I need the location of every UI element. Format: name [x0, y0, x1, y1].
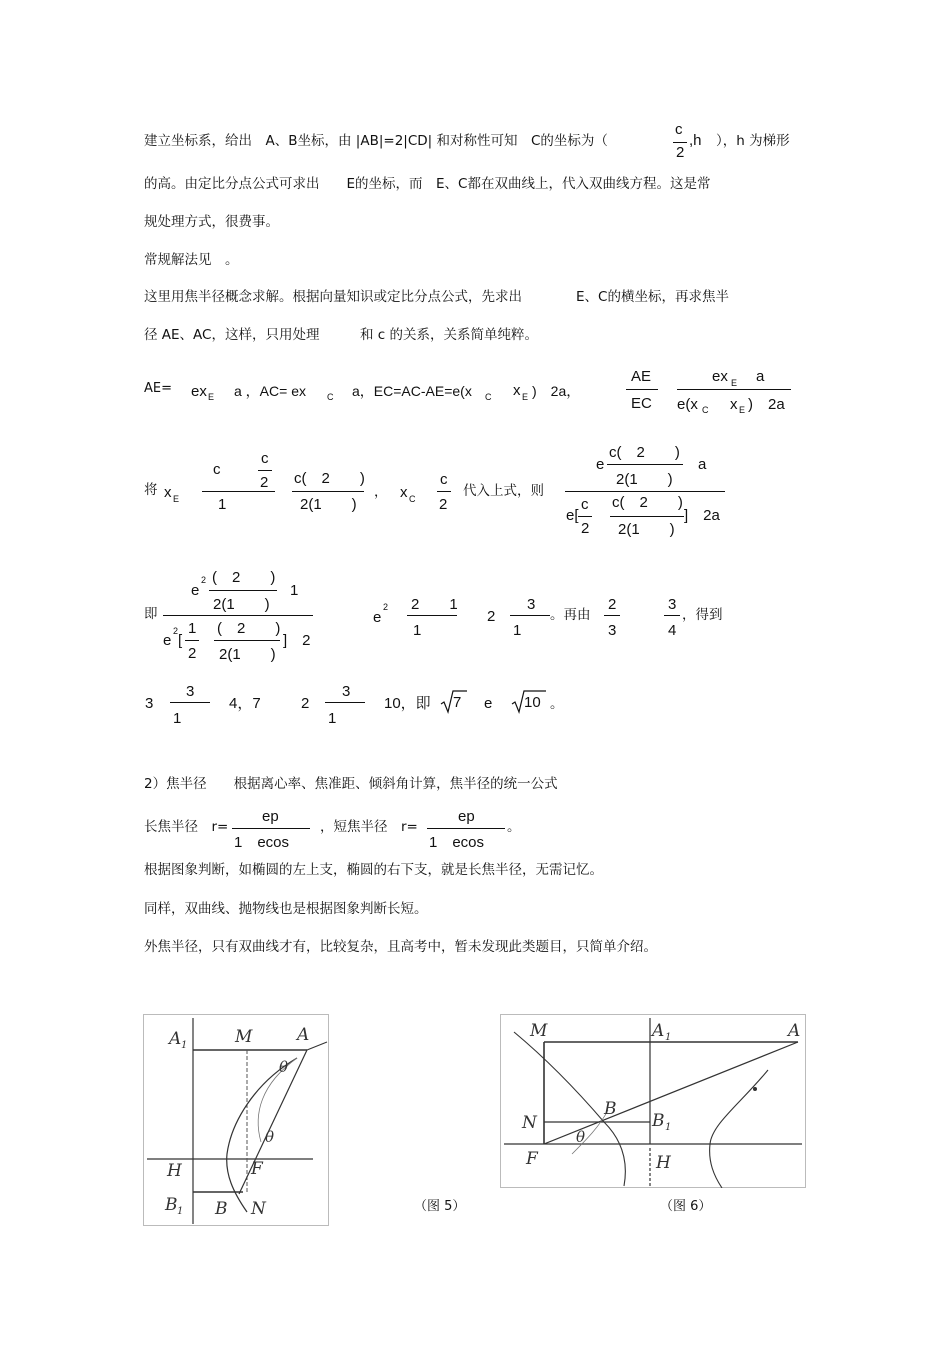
label-b1-sub: 1: [177, 1206, 184, 1217]
math-subscript: C: [485, 392, 492, 402]
math-text: 7: [453, 694, 462, 711]
label-n: N: [522, 1113, 537, 1133]
math-text: ex: [191, 383, 207, 400]
fraction-bar: [610, 516, 684, 517]
math-text: ) 2a，: [532, 383, 581, 399]
fraction-bar: [607, 464, 683, 465]
math-text: a，EC=AC-AE=e(x: [352, 383, 472, 399]
fraction-bar: [626, 389, 658, 390]
math-text: 3: [668, 596, 677, 613]
math-text: e: [191, 582, 200, 599]
math-text: 2(1 ): [618, 521, 675, 538]
math-text: 1: [513, 622, 522, 639]
math-text: x: [164, 484, 172, 501]
label-h: H: [656, 1153, 671, 1173]
text-line: 规处理方式，很费事。: [144, 214, 279, 230]
math-text: 10，即: [384, 695, 431, 712]
math-text: ] 2a: [684, 507, 720, 524]
math-text: 3: [608, 622, 617, 639]
fraction-bar: [664, 615, 680, 616]
math-text: c: [581, 496, 589, 513]
fraction-bar: [163, 615, 313, 616]
fraction-bar: [578, 516, 592, 517]
figure-6-caption: （图 6）: [660, 1199, 712, 1214]
math-text: 1: [173, 710, 182, 727]
fraction-bar: [407, 615, 457, 616]
math-text: e: [373, 609, 382, 626]
fraction-bar: [510, 615, 550, 616]
text-line: 长焦半径 r=: [144, 819, 229, 835]
math-text: ( 2 ): [217, 620, 281, 637]
figure-5-caption: （图 5）: [414, 1199, 466, 1214]
text-line: 根据图象判断，如椭圆的左上支，椭圆的右下支，就是长焦半径，无需记忆。: [144, 862, 603, 878]
fraction-bar: [258, 470, 272, 471]
fraction-bar: [202, 491, 275, 492]
fraction-bar: [437, 491, 451, 492]
fraction-bar: [232, 828, 310, 829]
math-text: x: [513, 382, 521, 399]
fraction-bar: [209, 590, 277, 591]
math-text: 2: [608, 596, 617, 613]
math-c-numerator: c: [675, 121, 683, 138]
math-text: ] 2: [283, 632, 311, 649]
math-subscript: C: [409, 494, 416, 504]
label-a1-sub: 1: [665, 1032, 672, 1043]
math-text: 1 ecos: [234, 834, 290, 851]
math-subscript: C: [702, 405, 709, 415]
text-line: 。: [507, 819, 521, 835]
label-a: A: [297, 1025, 310, 1045]
math-c-denominator: 2: [676, 144, 685, 161]
math-text: x: [400, 484, 408, 501]
math-text: 3: [186, 683, 195, 700]
fraction-bar: [170, 702, 210, 703]
math-text: e(x: [677, 396, 698, 413]
label-m: M: [530, 1021, 548, 1041]
text-line: 径 AE、AC，这样，只用处理 和 c 的关系，关系简单纯粹。: [144, 327, 538, 343]
fraction-bar: [565, 491, 725, 492]
math-text: 1: [328, 710, 337, 727]
math-subscript: E: [522, 392, 529, 402]
fraction-bar: [677, 389, 791, 390]
text-line: 常规解法见 。: [144, 252, 239, 268]
math-subscript: E: [173, 494, 180, 504]
math-text: EC: [631, 395, 652, 412]
text-line: ，: [374, 484, 388, 500]
fraction-bar: [185, 640, 199, 641]
section-heading: 2）焦半径 根据离心率、焦准距、倾斜角计算，焦半径的统一公式: [144, 776, 558, 792]
text-line: 的高。由定比分点公式可求出 E的坐标，而 E、C都在双曲线上，代入双曲线方程。这是常: [144, 176, 711, 192]
math-text: 2: [188, 645, 197, 662]
math-text: c( 2 ): [609, 444, 680, 461]
label-f: F: [251, 1159, 263, 1179]
math-text: 1 ecos: [429, 834, 485, 851]
math-text: ep: [458, 808, 475, 825]
math-text: e[: [566, 507, 579, 524]
math-text: 3: [527, 596, 536, 613]
label-b: B: [215, 1199, 228, 1219]
math-text: e: [484, 695, 493, 712]
math-text: [: [178, 632, 183, 649]
text-line: ），h 为梯形: [716, 133, 790, 149]
math-text: 4: [668, 622, 677, 639]
fraction-bar: [427, 828, 505, 829]
math-text: 3: [342, 683, 351, 700]
text-line: 同样，双曲线、抛物线也是根据图象判断长短。: [144, 901, 428, 917]
math-text: 2(1 ): [213, 596, 270, 613]
math-text: 2(1 ): [219, 646, 276, 663]
math-text: ep: [262, 808, 279, 825]
math-superscript: 2: [173, 626, 179, 636]
math-text: AE=: [144, 381, 172, 396]
math-text: c: [440, 471, 448, 488]
label-m: M: [235, 1027, 253, 1047]
math-text: 3: [145, 695, 154, 712]
label-theta: θ: [265, 1128, 275, 1146]
math-text: ( 2 ): [212, 569, 276, 586]
math-superscript: 2: [201, 575, 207, 585]
fraction-bar: [214, 640, 280, 641]
math-text: e: [163, 632, 172, 649]
math-text: a: [698, 456, 707, 473]
math-text: 4，7: [229, 695, 261, 712]
math-text: 2: [581, 520, 590, 537]
label-theta: θ: [576, 1128, 586, 1146]
figure-6-diagram: [500, 1014, 806, 1188]
label-n: N: [251, 1199, 266, 1219]
math-text: 10: [524, 694, 541, 711]
math-text: 2: [301, 695, 310, 712]
label-a1: A: [169, 1029, 182, 1049]
math-text: c( 2 ): [612, 494, 683, 511]
text-line: 。: [550, 696, 564, 712]
math-text: 2: [260, 474, 269, 491]
math-text: 1: [290, 582, 299, 599]
text-line: 建立坐标系，给出 A、B坐标，由 |AB|=2|CD| 和对称性可知 C的坐标为（: [144, 133, 608, 149]
math-subscript: E: [739, 405, 746, 415]
label-f: F: [526, 1149, 538, 1169]
label-a1-sub: 1: [181, 1040, 188, 1051]
fraction-bar: [325, 702, 365, 703]
label-h: H: [167, 1161, 182, 1181]
math-text: AE: [631, 368, 652, 385]
math-superscript: 2: [383, 602, 389, 612]
text-line: 代入上式，则: [463, 483, 544, 499]
label-a: A: [788, 1021, 801, 1041]
text-line: 将: [144, 482, 158, 498]
label-b1-sub: 1: [665, 1122, 672, 1133]
math-text: x: [730, 396, 738, 413]
math-subscript: E: [731, 378, 738, 388]
math-text: 2: [487, 608, 496, 625]
text-line: ，得到: [682, 607, 723, 623]
fraction-bar: [292, 491, 364, 492]
fraction-bar: [604, 615, 620, 616]
label-b1: B: [652, 1111, 665, 1131]
math-text: c( 2 ): [294, 470, 365, 487]
label-theta: θ: [279, 1058, 289, 1076]
label-a1: A: [652, 1021, 665, 1041]
fraction-bar: [673, 142, 687, 143]
math-text: 2(1 ): [616, 471, 673, 488]
math-text: 1: [413, 622, 422, 639]
math-text: 2 1: [411, 596, 458, 613]
text-line: 这里用焦半径概念求解。根据向量知识或定比分点公式，先求出 E、C的横坐标，再求焦半: [144, 289, 729, 305]
label-b1: B: [165, 1195, 178, 1215]
math-text: ex: [712, 368, 728, 385]
math-text: 2: [439, 496, 448, 513]
text-line: 外焦半径，只有双曲线才有，比较复杂，且高考中，暂未发现此类题目，只简单介绍。: [144, 939, 657, 955]
figure-5-diagram: [143, 1014, 329, 1226]
text-line: 。再由: [550, 607, 591, 623]
text-line: 即: [144, 606, 158, 622]
math-text: c: [213, 461, 221, 478]
math-subscript: C: [327, 392, 334, 402]
math-text: e: [596, 456, 605, 473]
math-subscript: E: [208, 392, 215, 402]
label-b: B: [604, 1099, 617, 1119]
math-h: ,h: [689, 132, 702, 149]
math-text: a ，AC= ex: [234, 383, 306, 399]
math-text: 1: [188, 620, 197, 637]
math-text: 1: [218, 496, 227, 513]
math-text: 2(1 ): [300, 496, 357, 513]
math-text: a: [756, 368, 765, 385]
math-text: c: [261, 450, 269, 467]
math-text: ) 2a: [748, 396, 785, 413]
text-line: ，短焦半径 r=: [320, 819, 418, 835]
